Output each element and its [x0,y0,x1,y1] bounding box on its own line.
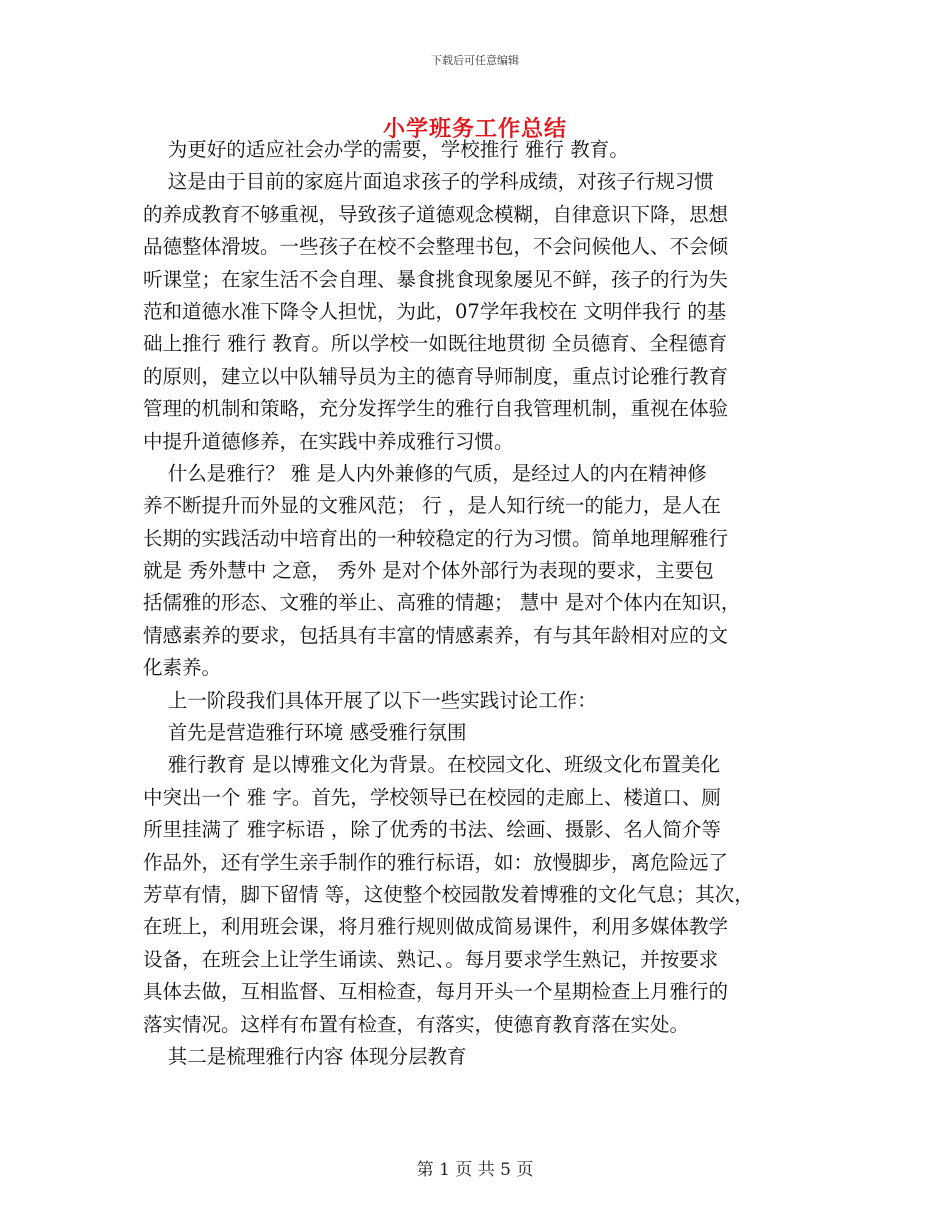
body-line: 具体去做，互相监督、互相检查，每月开头一个星期检查上月雅行的 [143,980,729,1004]
body-line: 化素养。 [143,656,222,680]
body-line: 雅行教育 是以博雅文化为背景。在校园文化、班级文化布置美化 [143,753,720,777]
body-line: 情感素养的要求，包括具有丰富的情感素养，有与其年龄相对应的文 [143,623,729,647]
body-line: 长期的实践活动中培育出的一种较稳定的行为习惯。简单地理解雅行 [143,526,729,550]
body-line: 什么是雅行？ 雅 是人内外兼修的气质，是经过人的内在精神修 [143,461,707,485]
body-line: 设备，在班会上让学生诵读、熟记、。每月要求学生熟记，并按要求 [143,947,719,971]
body-line: 础上推行 雅行 教育。所以学校一如既往地贯彻 全员德育、全程德育 [143,332,728,356]
body-line: 范和道德水准下降令人担忧，为此，07学年我校在 文明伴我行 的基 [143,299,727,323]
body-line: 品德整体滑坡。一些孩子在校不会整理书包，不会问候他人、不会倾 [143,235,729,259]
body-line: 的养成教育不够重视，导致孩子道德观念模糊，自律意识下降，思想 [143,202,729,226]
body-line: 为更好的适应社会办学的需要，学校推行 雅行 教育。 [143,138,629,161]
page-header: 下载后可任意编辑 [431,54,519,67]
body-line: 芳草有情，脚下留情 等，这使整个校园散发着博雅的文化气息；其次， [143,882,754,906]
body-line: 就是 秀外慧中 之意， 秀外 是对个体外部行为表现的要求，主要包 [143,559,714,583]
document-body [143,134,813,1073]
body-line: 管理的机制和策略，充分发挥学生的雅行自我管理机制，重视在体验 [143,397,729,421]
document-title: 小学班务工作总结 [382,116,567,142]
body-line: 中突出一个 雅 字。首先，学校领导已在校园的走廊上、楼道口、厕 [143,785,721,809]
page-footer: 第 1 页 共 5 页 [416,1160,534,1180]
body-line: 听课堂；在家生活不会自理、暴食挑食现象屡见不鲜，孩子的行为失 [143,267,729,291]
body-line: 中提升道德修养，在实践中养成雅行习惯。 [143,429,514,453]
body-line: 首先是营造雅行环境 感受雅行氛围 [143,721,467,745]
body-line: 其二是梳理雅行内容 体现分层教育 [143,1044,467,1068]
body-line: 这是由于目前的家庭片面追求孩子的学科成绩，对孩子行规习惯 [143,170,714,194]
body-line: 在班上，利用班会课，将月雅行规则做成简易课件，利用多媒体教学 [143,915,729,939]
body-line: 所里挂满了 雅字标语 ，除了优秀的书法、绘画、摄影、名人简介等 [143,818,721,842]
body-line: 括儒雅的形态、文雅的举止、高雅的情趣； 慧中 是对个体内在知识， [143,591,741,615]
body-line: 上一阶段我们具体开展了以下一些实践讨论工作： [143,688,597,712]
body-line: 作品外，还有学生亲手制作的雅行标语，如：放慢脚步，离危险远了 [143,850,729,874]
body-line: 的原则，建立以中队辅导员为主的德育导师制度，重点讨论雅行教育 [143,364,729,388]
body-line: 养不断提升而外显的文雅风范； 行 ，是人知行统一的能力，是人在 [143,494,721,518]
body-line: 落实情况。这样有布置有检查，有落实，使德育教育落在实处。 [143,1012,690,1036]
